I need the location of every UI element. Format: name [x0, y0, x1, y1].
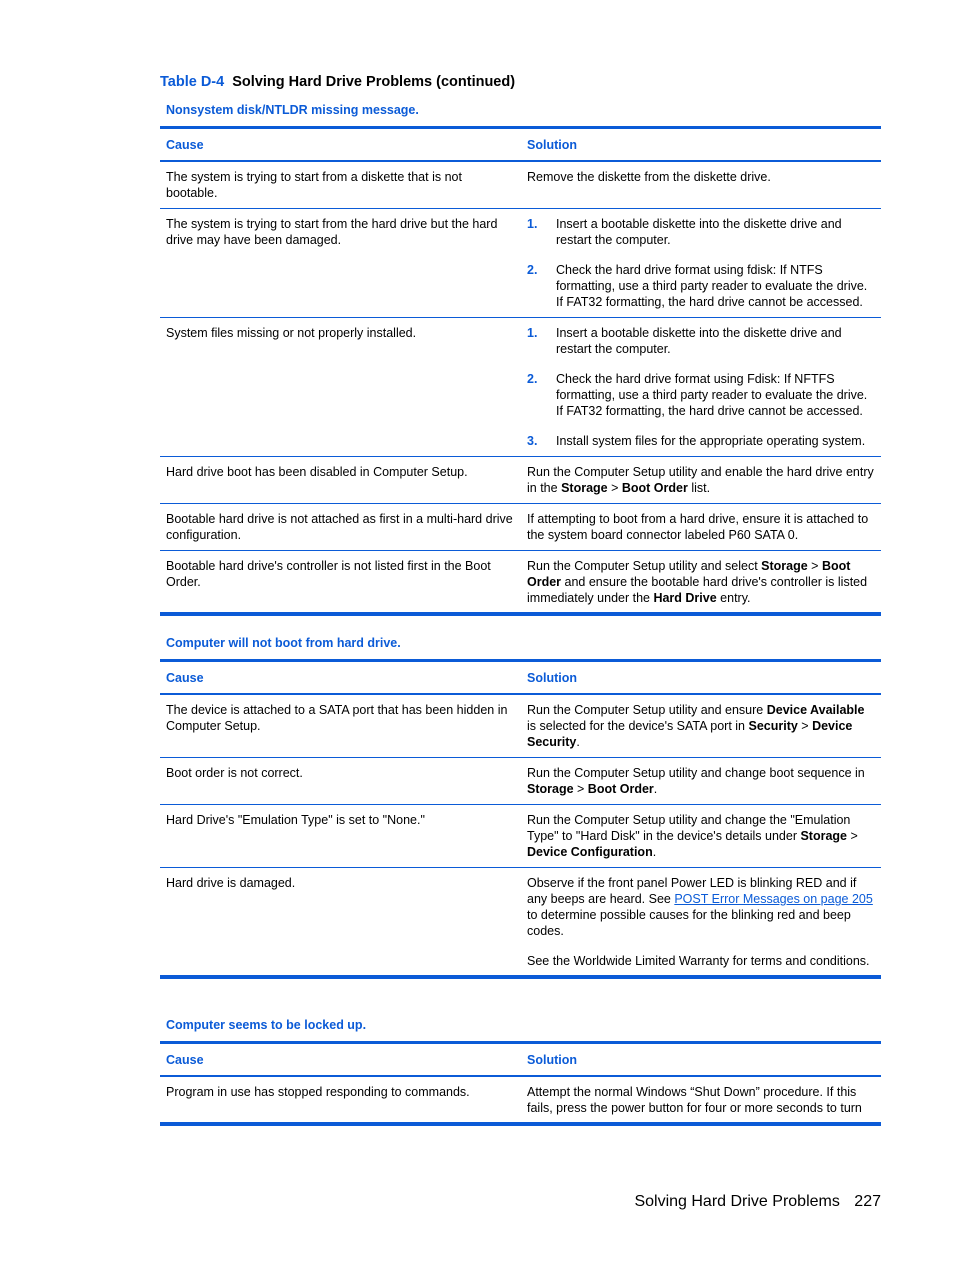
bold-term: Storage [800, 829, 848, 843]
page-number: 227 [854, 1193, 881, 1210]
table-caption-label: Table D-4 [160, 74, 225, 90]
text-run: list. [687, 481, 711, 495]
solution-paragraph [527, 511, 875, 543]
footer-title: Solving Hard Drive Problems [634, 1193, 840, 1210]
cause-cell: Hard Drive's "Emulation Type" is set to "None." [160, 805, 521, 868]
page-footer [634, 1193, 881, 1211]
solution-cell [521, 209, 881, 318]
cause-cell: The system is trying to start from the hard drive but the hard drive may have been damaged. [160, 209, 521, 318]
bold-term: Storage [761, 559, 808, 573]
table-row [160, 504, 881, 551]
table-caption-title: Solving Hard Drive Problems (continued) [232, 74, 516, 90]
table-caption [160, 74, 515, 90]
cause-cell: The device is attached to a SATA port that has been hidden in Computer Setup. [160, 694, 521, 758]
step-number: 3. [527, 434, 538, 448]
section-title: Computer will not boot from hard drive. [166, 636, 401, 650]
text-run: . [576, 735, 580, 749]
solution-header: Solution [521, 661, 881, 695]
solution-cell [521, 1076, 881, 1124]
text-run: > [807, 559, 822, 573]
bold-term: Storage [527, 782, 574, 796]
solution-cell [521, 457, 881, 504]
cause-header: Cause [160, 661, 521, 695]
solution-paragraph [527, 558, 875, 606]
cause-cell: Bootable hard drive's controller is not listed first in the Boot Order. [160, 551, 521, 615]
step-number: 2. [527, 372, 538, 386]
text-run: See the Worldwide Limited Warranty for terms and conditions. [527, 954, 870, 968]
table-row [160, 1076, 881, 1124]
solution-cell [521, 868, 881, 978]
text-run: is selected for the device's SATA port in [527, 719, 749, 733]
table-row [160, 551, 881, 615]
cause-cell: Hard drive boot has been disabled in Computer Setup. [160, 457, 521, 504]
solution-step [527, 216, 875, 248]
bold-term: Device Available [766, 703, 865, 717]
text-run: entry. [716, 591, 751, 605]
section-nonsystem-disk [160, 102, 881, 616]
text-run: to determine possible causes for the blinking red and beep codes. [527, 908, 851, 938]
section-locked-up [160, 1017, 881, 1126]
cause-cell: The system is trying to start from a diskette that is not bootable. [160, 161, 521, 209]
table-row [160, 457, 881, 504]
cause-cell: System files missing or not properly installed. [160, 318, 521, 457]
bold-term: Device Configuration [527, 845, 653, 859]
solution-step [527, 262, 875, 310]
problem-table [160, 659, 881, 979]
solution-cell [521, 805, 881, 868]
cause-cell: Boot order is not correct. [160, 758, 521, 805]
bold-term: Device Security [527, 719, 853, 749]
table-row [160, 758, 881, 805]
text-run: Check the hard drive format using fdisk: If NTFS formatting, use a third party reader to evaluate the drive. If FAT32 formatting, the hard drive cannot be accessed. [556, 263, 868, 309]
table-row [160, 694, 881, 758]
table-header-row [160, 1043, 881, 1077]
cause-header: Cause [160, 1043, 521, 1077]
solution-paragraph [527, 464, 875, 496]
solution-paragraph [527, 1084, 875, 1116]
problem-table [160, 1041, 881, 1126]
text-run: Run the Computer Setup utility and select [527, 559, 762, 573]
text-run: . [652, 845, 657, 859]
solution-cell [521, 551, 881, 615]
text-run: Observe if the front panel Power LED is blinking RED and if any beeps are heard. See [527, 876, 857, 906]
text-run: > [797, 719, 813, 733]
solution-cell [521, 161, 881, 209]
table-body [160, 694, 881, 977]
solution-paragraph [527, 875, 875, 939]
table-body [160, 1076, 881, 1124]
text-run: > [847, 829, 858, 843]
text-run: > [573, 782, 588, 796]
table-row [160, 161, 881, 209]
text-run: Run the Computer Setup utility and ensure [527, 703, 767, 717]
text-run: Remove the diskette from the diskette drive. [527, 170, 771, 184]
cause-cell: Program in use has stopped responding to commands. [160, 1076, 521, 1124]
solution-step [527, 371, 875, 419]
solution-cell [521, 504, 881, 551]
table-row [160, 209, 881, 318]
step-number: 1. [527, 217, 538, 231]
solution-paragraph [527, 953, 875, 969]
solution-cell [521, 694, 881, 758]
table-row [160, 318, 881, 457]
step-number: 1. [527, 326, 538, 340]
solution-step [527, 325, 875, 357]
text-run: Check the hard drive format using Fdisk: If NFTFS formatting, use a third party reader to evaluate the drive. If FAT32 formatting, the hard drive cannot be accessed. [556, 372, 868, 418]
cross-reference-link[interactable]: POST Error Messages on page 205 [674, 892, 873, 906]
cause-header: Cause [160, 128, 521, 162]
text-run: Insert a bootable diskette into the diskette drive and restart the computer. [556, 326, 842, 356]
bold-term: Hard Drive [653, 591, 717, 605]
solution-paragraph [527, 765, 875, 797]
table-row [160, 868, 881, 978]
text-run: . [653, 782, 658, 796]
solution-header: Solution [521, 1043, 881, 1077]
table-body [160, 161, 881, 614]
cause-cell: Bootable hard drive is not attached as first in a multi-hard drive configuration. [160, 504, 521, 551]
text-run: Run the Computer Setup utility and change boot sequence in [527, 766, 865, 780]
text-run: Run the Computer Setup utility and change the "Emulation Type" to "Hard Disk" in the device's details under [527, 813, 851, 843]
solution-step [527, 433, 875, 449]
section-no-boot [160, 635, 881, 979]
table-header-row [160, 128, 881, 162]
solution-paragraph [527, 812, 875, 860]
problem-table [160, 126, 881, 616]
bold-term: Boot Order [527, 559, 851, 589]
section-title: Computer seems to be locked up. [166, 1018, 367, 1032]
text-run: > [607, 481, 622, 495]
solution-cell [521, 758, 881, 805]
solution-steps [527, 325, 875, 449]
text-run: If attempting to boot from a hard drive, ensure it is attached to the system board connector labeled P60 SATA 0. [527, 512, 869, 542]
bold-term: Storage [561, 481, 608, 495]
text-run: Attempt the normal Windows “Shut Down” procedure. If this fails, press the power button for four or more seconds to turn [527, 1085, 862, 1115]
cause-cell: Hard drive is damaged. [160, 868, 521, 978]
bold-term: Boot Order [587, 782, 654, 796]
solution-paragraph [527, 702, 875, 750]
table-row [160, 805, 881, 868]
table-header-row [160, 661, 881, 695]
solution-cell [521, 318, 881, 457]
solution-paragraph [527, 169, 875, 185]
solution-header: Solution [521, 128, 881, 162]
text-run: Install system files for the appropriate operating system. [556, 434, 866, 448]
bold-term: Security [748, 719, 798, 733]
text-run: and ensure the bootable hard drive's controller is listed immediately under the [527, 575, 868, 605]
section-title: Nonsystem disk/NTLDR missing message. [166, 103, 419, 117]
text-run: Insert a bootable diskette into the diskette drive and restart the computer. [556, 217, 842, 247]
solution-steps [527, 216, 875, 310]
bold-term: Boot Order [621, 481, 688, 495]
step-number: 2. [527, 263, 538, 277]
text-run: Run the Computer Setup utility and enable the hard drive entry in the [527, 465, 874, 495]
